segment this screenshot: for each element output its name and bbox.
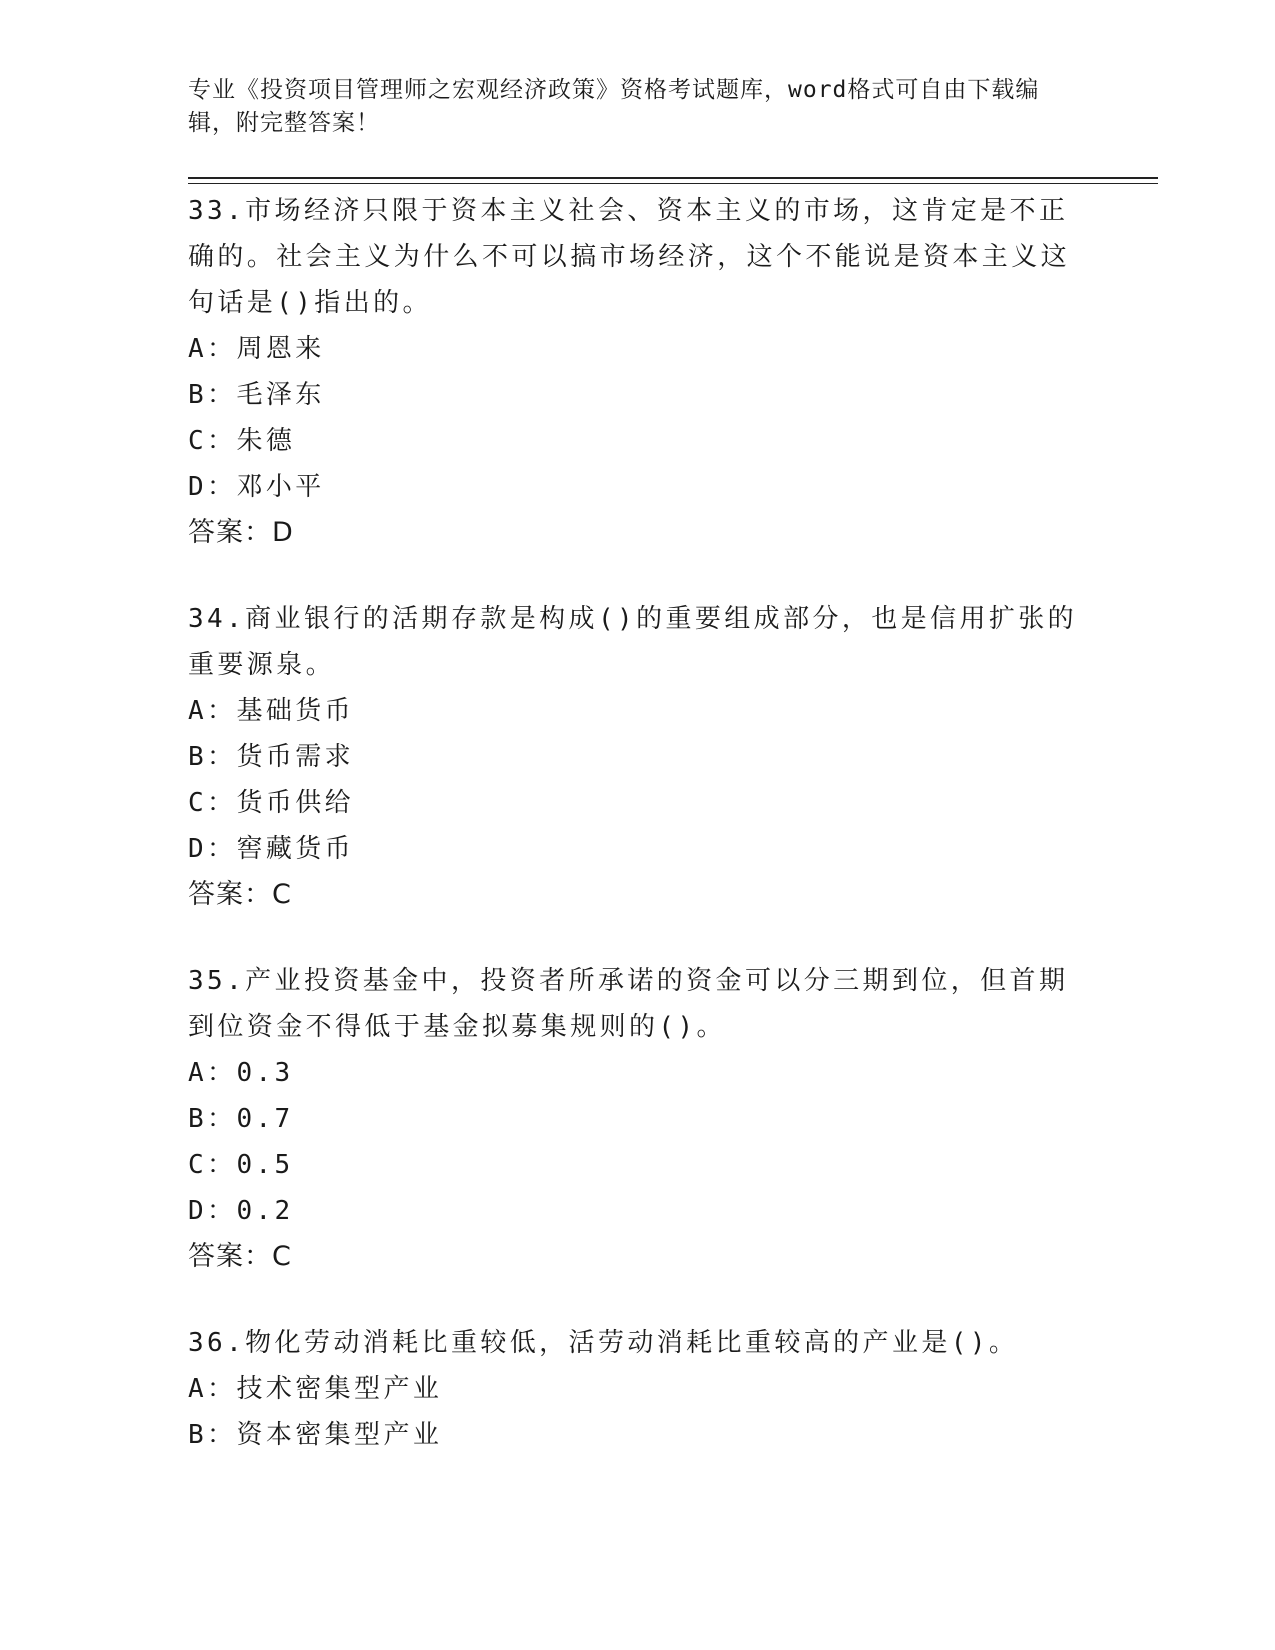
question-33 — [188, 188, 1088, 556]
question-list — [188, 188, 1088, 1498]
option-list — [188, 326, 1088, 510]
option-list — [188, 1050, 1088, 1234]
option-list — [188, 688, 1088, 872]
document-header: 专业《投资项目管理师之宏观经济政策》资格考试题库，word格式可自由下载编辑，附完整答案！ — [188, 77, 1040, 136]
question-35 — [188, 958, 1088, 1280]
option-a: A：周恩来 — [188, 334, 325, 364]
document-page — [188, 0, 1158, 1650]
question-stem: 34.商业银行的活期存款是构成()的重要组成部分，也是信用扩张的重要源泉。 — [188, 604, 1078, 680]
option-d: D：邓小平 — [188, 472, 325, 502]
answer-line: 答案：C — [188, 879, 292, 910]
option-a: A：技术密集型产业 — [188, 1374, 443, 1404]
option-a: A：0.3 — [188, 1058, 294, 1088]
option-b: B：毛泽东 — [188, 380, 325, 410]
option-list — [188, 1366, 1088, 1458]
header-rule-thin — [188, 183, 1158, 184]
question-stem: 33.市场经济只限于资本主义社会、资本主义的市场，这肯定是不正确的。社会主义为什么不可以搞市场经济，这个不能说是资本主义这句话是()指出的。 — [188, 196, 1071, 318]
answer-line: 答案：D — [188, 517, 294, 548]
option-c: C：朱德 — [188, 426, 296, 456]
option-a: A：基础货币 — [188, 696, 355, 726]
question-36 — [188, 1320, 1088, 1458]
option-b: B：0.7 — [188, 1104, 294, 1134]
option-b: B：货币需求 — [188, 742, 355, 772]
option-c: C：0.5 — [188, 1150, 294, 1180]
header-rule-thick — [188, 177, 1158, 179]
option-c: C：货币供给 — [188, 788, 355, 818]
question-34 — [188, 596, 1088, 918]
answer-line: 答案：C — [188, 1241, 292, 1272]
option-d: D：窖藏货币 — [188, 834, 355, 864]
question-stem: 35.产业投资基金中，投资者所承诺的资金可以分三期到位，但首期到位资金不得低于基金拟募集规则的()。 — [188, 966, 1069, 1042]
question-stem: 36.物化劳动消耗比重较低，活劳动消耗比重较高的产业是()。 — [188, 1328, 1019, 1358]
option-b: B：资本密集型产业 — [188, 1420, 443, 1450]
option-d: D：0.2 — [188, 1196, 294, 1226]
